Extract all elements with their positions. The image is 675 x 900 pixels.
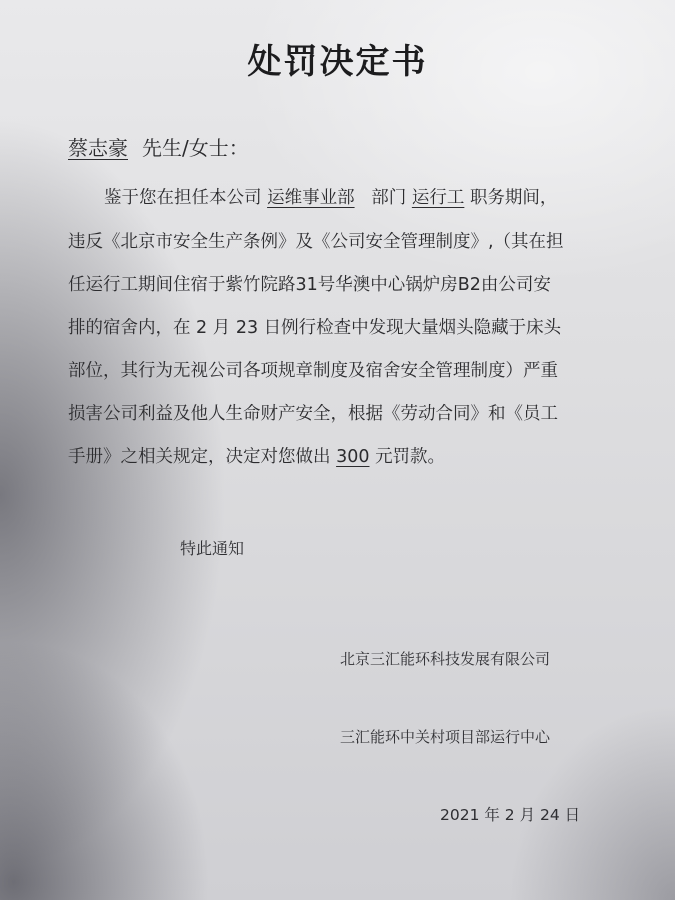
body-line-7 (68, 443, 445, 468)
signature-department: 三汇能环中关村项目部运行中心 (340, 728, 551, 746)
body-line-5: 部位，其行为无视公司各项规章制度及宿舍安全管理制度）严重 (68, 361, 558, 381)
body-line-1 (104, 184, 557, 209)
fine-amount-fill: 300 (336, 447, 370, 467)
body-line-4: 排的宿舍内，在 2 月 23 日例行检查中发现大量烟头隐藏于床头 (68, 318, 562, 338)
body-text: 部门 (371, 188, 407, 208)
notice-text: 特此通知 (180, 539, 245, 558)
body-line-3: 任运行工期间住宿于紫竹院路31号华澳中心锅炉房B2由公司安 (68, 275, 551, 295)
body-text: 手册》之相关规定，决定对您做出 (68, 447, 331, 467)
position-fill: 运行工 (411, 188, 465, 208)
document-title: 处罚决定书 (247, 42, 428, 82)
body-line-2: 违反《北京市安全生产条例》及《公司安全管理制度》,（其在担 (68, 232, 564, 252)
signature-date: 2021 年 2 月 24 日 (440, 806, 581, 824)
body-text: 职务期间， (469, 188, 558, 208)
addressee-salutation: 先生/女士： (142, 136, 249, 160)
body-line-6: 损害公司利益及他人生命财产安全，根据《劳动合同》和《员工 (68, 404, 558, 424)
addressee-line (68, 132, 249, 161)
body-text: 鉴于您在担任本公司 (104, 188, 262, 208)
addressee-name: 蔡志豪 (68, 136, 128, 160)
body-text: 元罚款。 (375, 447, 446, 467)
signature-company: 北京三汇能环科技发展有限公司 (340, 650, 551, 668)
department-fill: 运维事业部 (267, 188, 355, 208)
